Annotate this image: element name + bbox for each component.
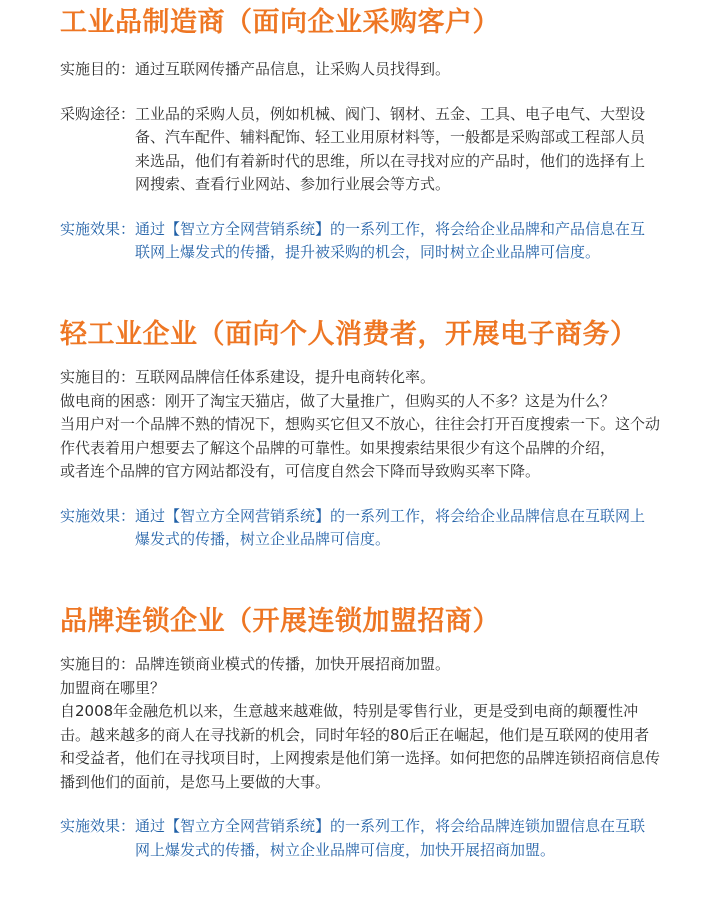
section-industrial-manufacturer: [60, 4, 660, 265]
effect-label: 实施效果：: [60, 506, 136, 525]
section-brand-chain: [60, 603, 660, 862]
purpose-label: 实施目的：: [60, 655, 136, 673]
purpose-row: [60, 58, 660, 82]
purpose-text: 品牌连锁商业模式的传播，加快开展招商加盟。: [135, 655, 451, 673]
section-title: 工业品制造商（面向企业采购客户）: [60, 7, 500, 38]
section-light-industry: [60, 316, 660, 552]
body-paragraph: 当用户对一个品牌不熟的情况下，想购买它但又不放心，往往会打开百度搜索一下。这个动作代表着用户想要去了解这个品牌的可靠性。如果搜索结果很少有这个品牌的介绍，: [60, 415, 661, 457]
route-text: 工业品的采购人员，例如机械、阀门、钢材、五金、工具、电子电气、大型设备、汽车配件、辅料配饰、轻工业用原材料等，一般都是采购部或工程部人员来选品，他们有着新时代的思维，所以在寻找对应的产品时，他们的选择有上网搜索、查看行业网站、参加行业展会等方式。: [135, 104, 646, 193]
effect-label: 实施效果：: [60, 817, 136, 835]
effect-text: 通过【智立方全网营销系统】的一系列工作，将会给企业品牌和产品信息在互联网上爆发式的传播，提升被采购的机会，同时树立企业品牌可信度。: [135, 219, 646, 261]
effect-label: 实施效果：: [60, 219, 136, 238]
purpose-row: [60, 653, 660, 677]
purpose-label: 实施目的：: [60, 60, 136, 78]
section-title: 品牌连锁企业（开展连锁加盟招商）: [60, 606, 500, 637]
effect-text: 通过【智立方全网营销系统】的一系列工作，将会给企业品牌信息在互联网上爆发式的传播，树立企业品牌可信度。: [135, 506, 646, 548]
route-label: 采购途径：: [60, 104, 136, 123]
purpose-text: 互联网品牌信任体系建设，提升电商转化率。: [135, 368, 436, 386]
body-paragraph: 自2008年金融危机以来，生意越来越难做，特别是零售行业，更是受到电商的颠覆性冲击。越来越多的商人在寻找新的机会，同时年轻的80后正在崛起，他们是互联网的使用者: [60, 702, 650, 744]
body-paragraph: 加盟商在哪里？: [60, 678, 166, 697]
route-row: [60, 103, 660, 197]
effect-row: [60, 218, 660, 265]
effect-row: [60, 815, 660, 862]
effect-text: 通过【智立方全网营销系统】的一系列工作，将会给品牌连锁加盟信息在互联网上爆发式的传播，树立企业品牌可信度，加快开展招商加盟。: [135, 817, 646, 859]
purpose-label: 实施目的：: [60, 368, 136, 386]
body-paragraph: 或者连个品牌的官方网站都没有，可信度自然会下降而导致购买率下降。: [60, 462, 541, 480]
body-paragraph: 和受益者，他们在寻找项目时，上网搜索是他们第一选择。如何把您的品牌连锁招商信息传播到他们的面前，是您马上要做的大事。: [60, 749, 661, 791]
effect-row: [60, 505, 660, 552]
body-paragraph: 做电商的困惑：刚开了淘宝天猫店，做了大量推广，但购买的人不多？这是为什么？: [60, 391, 616, 410]
section-title: 轻工业企业（面向个人消费者，开展电子商务）: [60, 319, 638, 350]
purpose-row: [60, 366, 660, 390]
purpose-text: 通过互联网传播产品信息，让采购人员找得到。: [135, 60, 451, 78]
